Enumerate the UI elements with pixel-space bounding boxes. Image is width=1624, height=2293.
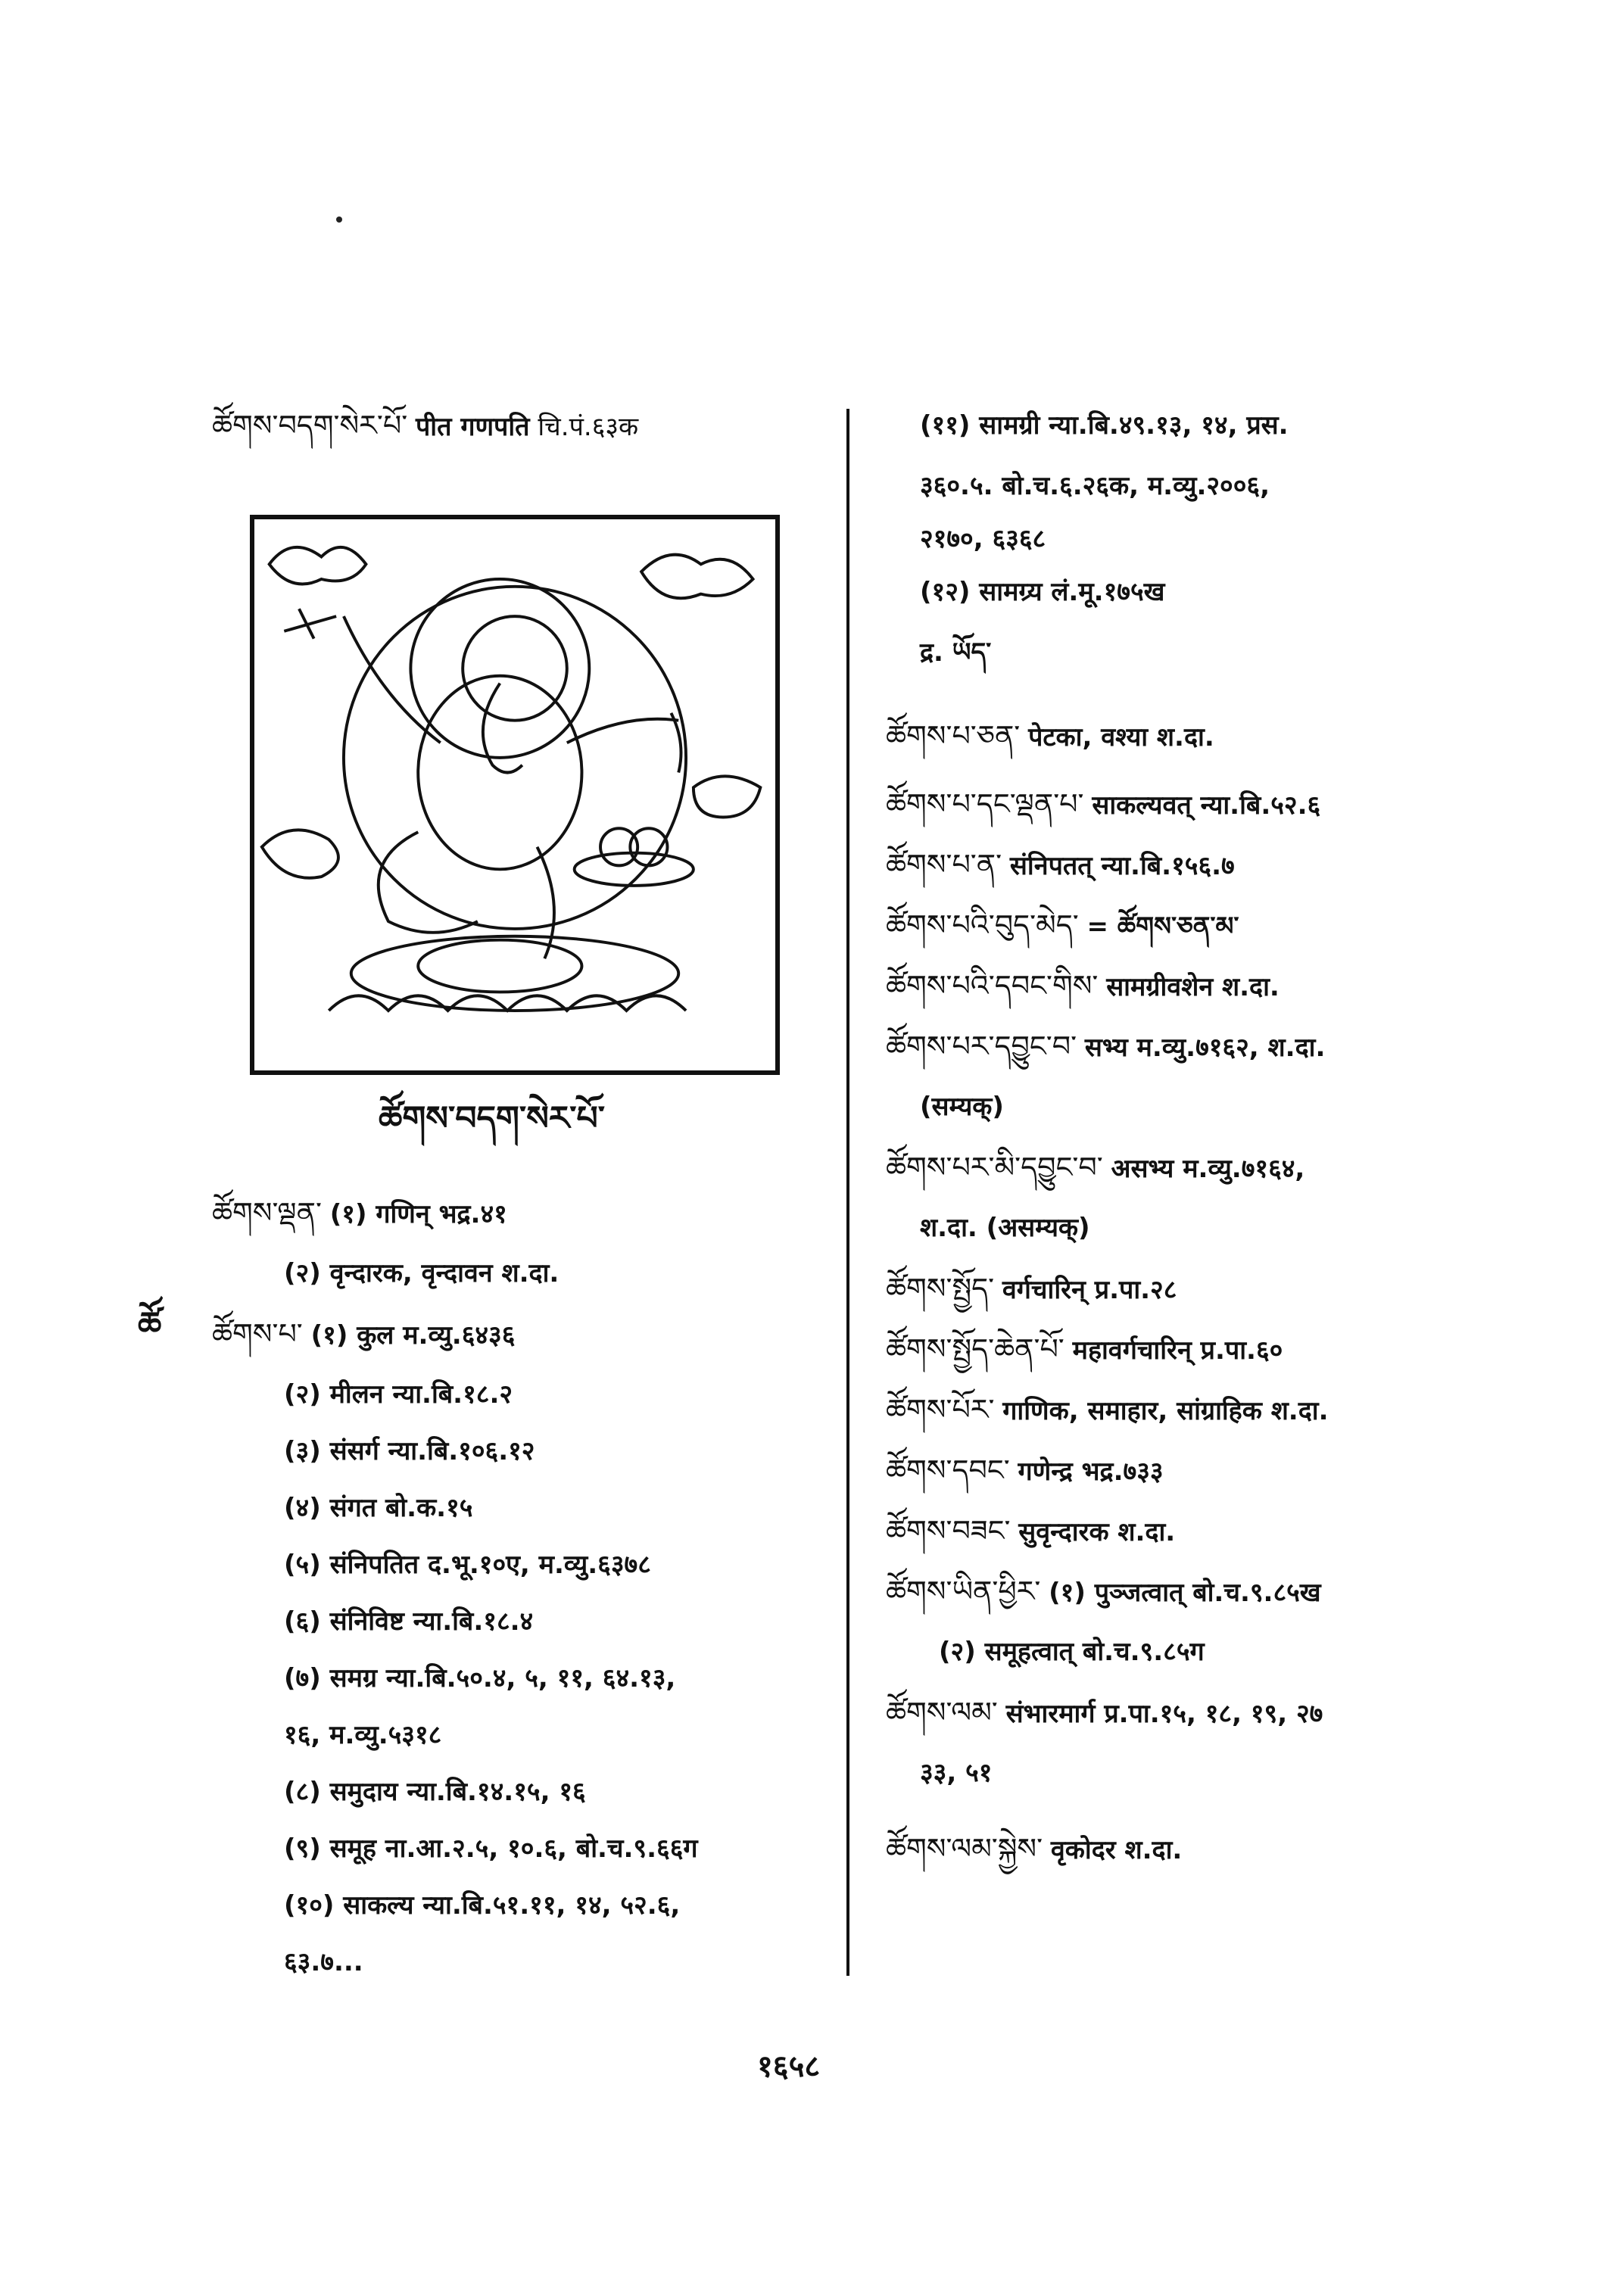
tibetan-headword: ཚོགས་པ་ཅན་ — [886, 719, 1021, 752]
dictionary-entry — [886, 787, 1320, 822]
sanskrit-gloss: सुवृन्दारक श.दा. — [1018, 1517, 1176, 1547]
cloud-top-right — [641, 555, 753, 599]
figure-heading — [212, 409, 638, 444]
sanskrit-gloss: (१२) सामग्र्य लं.मू.१७५ख — [920, 577, 1165, 607]
sanskrit-gloss: (२) मीलन न्या.बि.१८.२ — [284, 1379, 513, 1410]
sanskrit-gloss: पेटका, वश्या श.दा. — [1028, 722, 1214, 752]
sanskrit-gloss: २१७०, ६३६८ — [920, 524, 1046, 554]
dictionary-entry — [886, 1514, 1175, 1549]
dictionary-entry — [284, 1775, 586, 1809]
dictionary-entry — [284, 1435, 535, 1468]
sanskrit-gloss: (२) समूहत्वात् बो.च.९.८५ग — [939, 1637, 1205, 1667]
sanskrit-gloss: ३६०.५. बो.च.६.२६क, म.व्यु.२००६, — [920, 471, 1270, 501]
sanskrit-gloss: (१) कुल म.व्यु.६४३६ — [310, 1320, 516, 1351]
dictionary-entry — [284, 1946, 363, 1979]
arm-right — [567, 719, 678, 743]
sanskrit-gloss: (४) संगत बो.क.१५ — [284, 1493, 473, 1523]
trunk — [483, 684, 522, 773]
sanskrit-gloss: १६, म.व्यु.५३१८ — [284, 1720, 442, 1750]
tibetan-headword: ཚོགས་ཡིན་ཕྱིར་ — [886, 1575, 1041, 1608]
rat — [418, 940, 581, 992]
dictionary-entry — [886, 848, 1235, 883]
dictionary-entry — [920, 1090, 1004, 1123]
sanskrit-gloss: सामग्रीवशेन श.दा. — [1106, 972, 1280, 1002]
figure-gloss: पीत गणपति — [416, 412, 530, 442]
sanskrit-gloss: वर्गचारिन् प्र.पा.२८ — [1002, 1275, 1177, 1305]
tibetan-headword: ཚོགས་པ་ན་ — [886, 848, 1002, 881]
dictionary-entry — [886, 1575, 1321, 1609]
sanskrit-gloss: गणेन्द्र भद्र.७३३ — [1018, 1456, 1164, 1487]
sanskrit-gloss: (२) वृन्दारक, वृन्दावन श.दा. — [284, 1258, 560, 1288]
tibetan-headword: ཚོགས་པའི་དབང་གིས་ — [886, 969, 1099, 1002]
dictionary-entry — [284, 1491, 472, 1525]
sanskrit-gloss: (८) समुदाय न्या.बि.१४.१५, १६ — [284, 1777, 586, 1807]
dictionary-entry — [886, 719, 1214, 754]
dictionary-entry — [284, 1889, 680, 1922]
dictionary-entry — [920, 1756, 992, 1790]
tibetan-headword: ཚོགས་པ་ — [212, 1317, 303, 1351]
dictionary-entry — [284, 1832, 698, 1865]
sanskrit-gloss: महावर्गचारिन् प्र.पा.६० — [1072, 1335, 1283, 1366]
column-divider — [846, 409, 849, 1976]
tibetan-headword: ཚོགས་པར་དབྱུང་བ་ — [886, 1030, 1077, 1063]
dictionary-entry — [886, 1832, 1182, 1867]
tibetan-headword: ཚོགས་ལྡན་ — [212, 1196, 322, 1229]
sanskrit-gloss: ३३, ५१ — [920, 1758, 993, 1788]
dictionary-entry — [284, 1662, 675, 1695]
dictionary-entry — [886, 1151, 1304, 1185]
dictionary-entry — [886, 1696, 1323, 1731]
dictionary-entry — [886, 1272, 1177, 1307]
sanskrit-gloss: साकल्यवत् न्या.बि.५२.६ — [1092, 790, 1321, 821]
cloud-top-left — [270, 547, 366, 584]
tibetan-headword: ཚོགས་ལམ་སྐྱེས་ — [886, 1832, 1043, 1865]
cloud-mid-left — [262, 830, 338, 877]
dictionary-entry — [920, 636, 991, 669]
fruit-1 — [600, 828, 637, 865]
ink-dot — [336, 217, 342, 223]
sanskrit-gloss: श.दा. (असम्यक्) — [920, 1213, 1090, 1243]
dictionary-entry — [886, 1393, 1329, 1428]
elephant-head — [463, 616, 567, 721]
leg-left — [379, 832, 478, 933]
dictionary-entry — [212, 1317, 515, 1352]
sanskrit-gloss: (सम्यक्) — [920, 1092, 1004, 1122]
sanskrit-gloss: गाणिक, समाहार, सांग्राहिक श.दा. — [1002, 1396, 1329, 1426]
sanskrit-gloss: द्र. ཡོད་ — [920, 637, 992, 668]
dictionary-entry — [920, 469, 1270, 503]
dictionary-entry — [886, 908, 1239, 943]
cloud-mid-right — [694, 776, 760, 817]
radish — [671, 713, 681, 773]
dictionary-entry — [886, 1030, 1325, 1064]
tibetan-headword: ཚོགས་པ་དང་ལྡན་པ་ — [886, 787, 1084, 821]
sanskrit-gloss: वृकोदर श.दा. — [1050, 1835, 1183, 1865]
sanskrit-gloss: संनिपतत् न्या.बि.१५६.७ — [1009, 851, 1235, 881]
sanskrit-gloss: (९) समूह ना.आ.२.५, १०.६, बो.च.९.६६ग — [284, 1833, 698, 1864]
dictionary-entry — [284, 1605, 533, 1638]
sanskrit-gloss: (३) संसर्ग न्या.बि.१०६.१२ — [284, 1436, 535, 1466]
sanskrit-gloss: (१) गणिन् भद्र.४१ — [329, 1199, 507, 1229]
dictionary-entry — [284, 1548, 651, 1581]
arm-upper-left — [344, 616, 441, 743]
dictionary-entry — [886, 1453, 1164, 1488]
tibetan-headword: ཚོགས་པའི་བུད་མེད་ — [886, 908, 1079, 942]
sanskrit-gloss: (६) संनिविष्ट न्या.बि.१८.४ — [284, 1606, 534, 1637]
ganapati-illustration — [250, 515, 780, 1075]
dictionary-entry — [920, 409, 1289, 442]
dictionary-entry — [939, 1635, 1205, 1668]
sanskrit-gloss: (१०) साकल्य न्या.बि.५१.११, १४, ५२.६, — [284, 1890, 681, 1921]
sanskrit-gloss: संभारमार्ग प्र.पा.१५, १८, १९, २७ — [1005, 1699, 1323, 1729]
dictionary-entry — [284, 1257, 559, 1290]
dictionary-entry — [886, 969, 1280, 1004]
figure-headword: ཚོགས་བདག་སེར་པོ་ — [212, 409, 408, 442]
sanskrit-gloss: = ཚོགས་ཅན་མ་ — [1086, 911, 1239, 942]
head-halo — [410, 579, 589, 758]
dictionary-entry — [920, 575, 1164, 609]
dictionary-entry — [212, 1196, 507, 1231]
sanskrit-gloss: असभ्य म.व्यु.७१६४, — [1111, 1154, 1305, 1184]
sanskrit-gloss: सभ्य म.व्यु.७१६२, श.दा. — [1084, 1033, 1326, 1063]
dictionary-entry — [886, 1332, 1283, 1367]
deity-drawing — [254, 519, 775, 1070]
dictionary-entry — [920, 1211, 1090, 1245]
dictionary-entry — [920, 522, 1046, 556]
sanskrit-gloss: ६३.७... — [284, 1947, 363, 1977]
figure-caption: ཚོགས་བདག་སེར་པོ་ — [379, 1099, 605, 1138]
sanskrit-gloss: (७) समग्र न्या.बि.५०.४, ५, ११, ६४.१३, — [284, 1663, 676, 1693]
tibetan-headword: ཚོགས་སྤྱོད་ — [886, 1272, 995, 1305]
margin-syllable-mark: ཚོ — [138, 1305, 162, 1344]
dictionary-entry — [284, 1378, 513, 1411]
tibetan-headword: ཚོགས་པོར་ — [886, 1393, 995, 1426]
sanskrit-gloss: (१) पुञ्जत्वात् बो.च.९.८५ख — [1049, 1578, 1321, 1608]
torso — [418, 676, 581, 870]
sanskrit-gloss: (५) संनिपतित द.भू.१०ए, म.व्यु.६३७८ — [284, 1550, 651, 1580]
page-number: १६५८ — [757, 2049, 821, 2084]
tibetan-headword: ཚོགས་བཟང་ — [886, 1514, 1011, 1547]
tibetan-headword: ཚོགས་དབང་ — [886, 1453, 1010, 1487]
trident — [284, 609, 336, 638]
tibetan-headword: ཚོགས་སྤྱོད་ཆེན་པོ་ — [886, 1332, 1064, 1366]
tibetan-headword: ཚོགས་ལམ་ — [886, 1696, 998, 1729]
tibetan-headword: ཚོགས་པར་མི་དབྱུང་བ་ — [886, 1151, 1103, 1184]
dictionary-entry — [284, 1718, 441, 1752]
sanskrit-gloss: (११) सामग्री न्या.बि.४९.१३, १४, प्रस. — [920, 410, 1289, 441]
figure-ref: चि.पं.६३क — [538, 412, 639, 442]
